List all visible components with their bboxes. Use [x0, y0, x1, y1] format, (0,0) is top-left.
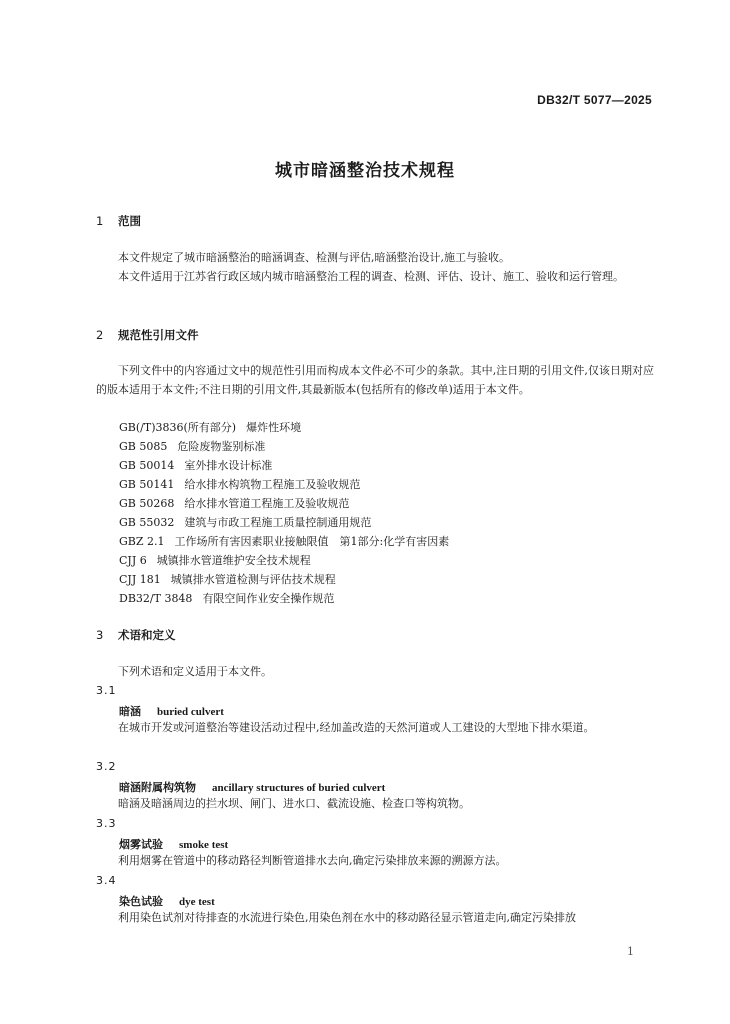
reference-item: GBZ 2.1 工作场所有害因素职业接触限值 第1部分:化学有害因素 [119, 535, 450, 548]
reference-item: GB 5085 危险废物鉴别标准 [119, 440, 266, 453]
section-heading-2 [96, 327, 199, 343]
reference-item: CJJ 6 城镇排水管道维护安全技术规程 [119, 554, 311, 567]
section-number: 2 [96, 328, 104, 342]
section-heading-1 [96, 213, 141, 229]
paragraph: 本文件规定了城市暗涵整治的暗涵调查、检测与评估,暗涵整治设计,施工与验收。 [118, 251, 510, 264]
term-heading: 烟雾试验 smoke test [119, 838, 229, 851]
reference-item: GB 50014 室外排水设计标准 [119, 459, 273, 472]
section-number: 3 [96, 628, 104, 642]
document-title: 城市暗涵整治技术规程 [275, 161, 455, 181]
term-number: 3.3 [96, 817, 117, 830]
term-definition: 利用烟雾在管道中的移动路径判断管道排水去向,确定污染排放来源的溯源方法。 [118, 854, 507, 867]
term-number: 3.1 [96, 684, 117, 697]
term-number: 3.4 [96, 874, 117, 887]
paragraph: 本文件适用于江苏省行政区域内城市暗涵整治工程的调查、检测、评估、设计、施工、验收和运行管理。 [118, 270, 624, 283]
reference-item: CJJ 181 城镇排水管道检测与评估技术规程 [119, 573, 336, 586]
term-heading: 暗涵附属构筑物 ancillary structures of buried culvert [119, 781, 386, 794]
paragraph: 下列术语和定义适用于本文件。 [118, 665, 272, 678]
paragraph: 下列文件中的内容通过文中的规范性引用而构成本文件必不可少的条款。其中,注日期的引用文件,仅该日期对应的版本适用于本文件;不注日期的引用文件,其最新版本(包括所有的修改单)适用于本文件。 [96, 364, 654, 396]
reference-item: GB 50141 给水排水构筑物工程施工及验收规范 [119, 478, 361, 491]
term-heading: 暗涵 buried culvert [119, 705, 224, 718]
reference-item: GB(/T)3836(所有部分) 爆炸性环境 [119, 421, 302, 434]
section-title: 范围 [118, 214, 141, 228]
term-definition: 暗涵及暗涵周边的拦水坝、闸门、进水口、截流设施、检查口等构筑物。 [118, 797, 470, 810]
term-definition: 在城市开发或河道整治等建设活动过程中,经加盖改造的天然河道或人工建设的大型地下排水渠道。 [118, 721, 595, 734]
reference-item: GB 50268 给水排水管道工程施工及验收规范 [119, 497, 350, 510]
page-number: 1 [627, 945, 634, 958]
term-number: 3.2 [96, 760, 117, 773]
term-heading: 染色试验 dye test [119, 895, 215, 908]
section-title: 术语和定义 [118, 628, 176, 642]
section-heading-3 [96, 627, 176, 643]
reference-item: DB32/T 3848 有限空间作业安全操作规范 [119, 592, 335, 605]
reference-item: GB 55032 建筑与市政工程施工质量控制通用规范 [119, 516, 372, 529]
section-number: 1 [96, 214, 104, 228]
standard-code: DB32/T 5077—2025 [537, 93, 652, 107]
term-definition: 利用染色试剂对待排查的水流进行染色,用染色剂在水中的移动路径显示管道走向,确定污染排放 [118, 911, 576, 924]
section-title: 规范性引用文件 [118, 328, 199, 342]
